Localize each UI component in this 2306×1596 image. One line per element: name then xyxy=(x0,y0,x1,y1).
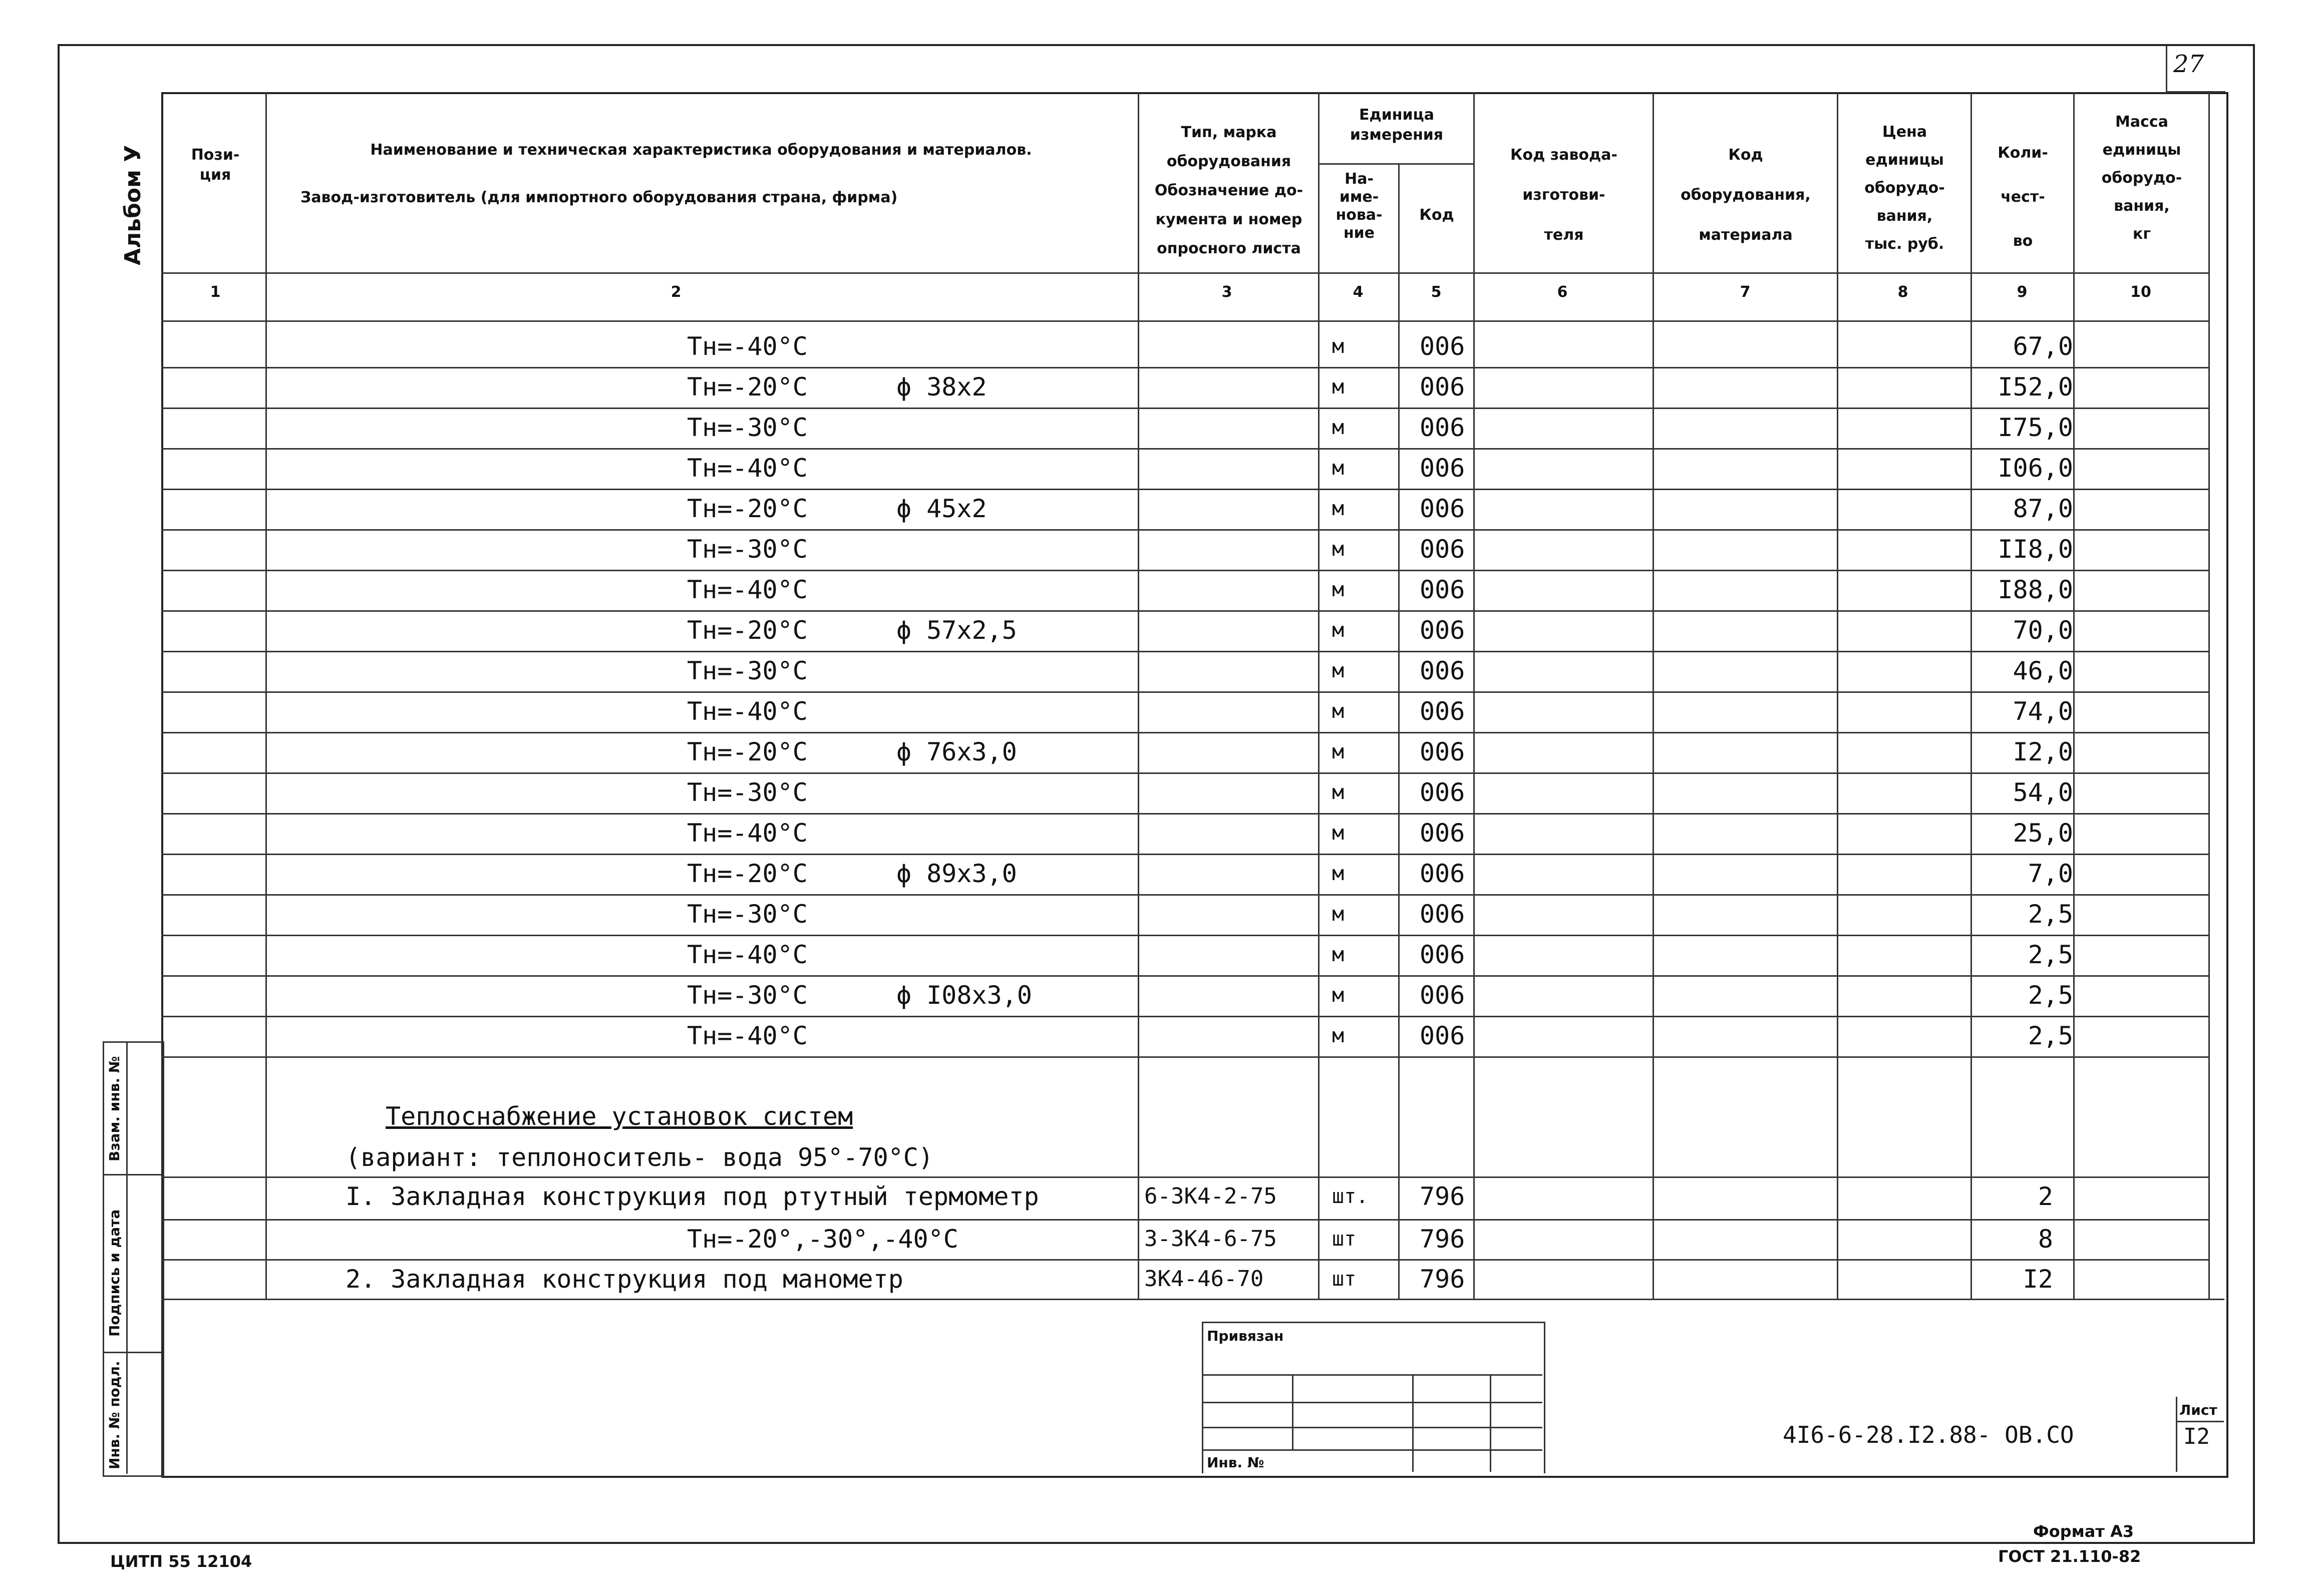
colnum-2: 2 xyxy=(671,283,682,301)
row-divider xyxy=(161,651,2209,652)
stamp-line-1 xyxy=(1202,1374,1542,1376)
row-unit: м xyxy=(1332,984,1345,1007)
row-qty: 2,5 xyxy=(2028,940,2073,969)
row-name: Тн=-30°С xyxy=(687,778,808,807)
row-code: 006 xyxy=(1420,900,1465,929)
colnum-5: 5 xyxy=(1431,283,1442,301)
row-size: ϕ 45х2 xyxy=(896,494,987,523)
row-code: 006 xyxy=(1420,454,1465,483)
footer-format: Формат А3 xyxy=(2033,1522,2134,1541)
row-name: Тн=-30°С xyxy=(687,981,808,1010)
header-col10: Масса единицы оборудо- вания, кг xyxy=(2101,113,2182,243)
row-code: 006 xyxy=(1420,981,1465,1010)
header-col2-line2: Завод-изготовитель (для импортного оборудования страна, фирма) xyxy=(300,189,898,206)
item-unit: шт xyxy=(1332,1228,1357,1251)
sheet-number: I2 xyxy=(2183,1424,2210,1449)
footer-gost: ГОСТ 21.110-82 xyxy=(1998,1547,2141,1566)
row-unit: м xyxy=(1332,862,1345,885)
row-code: 006 xyxy=(1420,535,1465,564)
row-size: ϕ 38х2 xyxy=(896,372,987,402)
row-qty: 2,5 xyxy=(2028,900,2073,929)
header-col9: Коли- чест- во xyxy=(1998,144,2048,250)
header-unit-group: Единица измерения xyxy=(1350,106,1444,144)
colnum-3: 3 xyxy=(1221,283,1232,301)
row-qty: II8,0 xyxy=(1998,535,2073,564)
col-line-10 xyxy=(2208,92,2210,1299)
row-size: ϕ I08х3,0 xyxy=(896,981,1032,1010)
row-name: Тн=-40°С xyxy=(687,575,808,604)
colnum-6: 6 xyxy=(1557,283,1568,301)
header-col4: На- име- нова- ние xyxy=(1336,170,1383,242)
row-divider xyxy=(161,935,2209,936)
row-unit: м xyxy=(1332,659,1345,682)
row-qty: 2,5 xyxy=(2028,1021,2073,1050)
row-divider xyxy=(161,772,2209,774)
unit-group-line xyxy=(1318,163,1473,165)
row-name: Тн=-30°С xyxy=(687,656,808,685)
row-code: 006 xyxy=(1420,1021,1465,1050)
row-unit: м xyxy=(1332,903,1345,926)
item-doc: 6-ЗК4-2-75 xyxy=(1144,1183,1277,1209)
row-qty: 67,0 xyxy=(2013,332,2073,361)
footer-left: ЦИТП 55 12104 xyxy=(110,1552,252,1571)
row-qty: 2,5 xyxy=(2028,981,2073,1010)
item-qty: 8 xyxy=(2038,1225,2053,1254)
side-stamp-vzam: Взам. инв. № xyxy=(106,1056,123,1161)
section-title: Теплоснабжение установок систем xyxy=(386,1102,853,1131)
row-code: 006 xyxy=(1420,819,1465,848)
row-qty: 7,0 xyxy=(2028,859,2073,888)
side-stamp-podpis: Подпись и дата xyxy=(106,1209,123,1337)
document-code: 4I6-6-28.I2.88- ОВ.СО xyxy=(1783,1421,2074,1448)
row-unit: м xyxy=(1332,822,1345,845)
row-code: 006 xyxy=(1420,940,1465,969)
row-name: Тн=-40°С xyxy=(687,1021,808,1050)
item-qty: 2 xyxy=(2038,1182,2053,1211)
col-line-7 xyxy=(1837,92,1838,1299)
row-qty: I06,0 xyxy=(1998,454,2073,483)
item-qty: I2 xyxy=(2023,1265,2053,1294)
row-name: Тн=-20°С xyxy=(687,494,808,523)
row-code: 006 xyxy=(1420,737,1465,766)
row-unit: м xyxy=(1332,943,1345,966)
stamp-vline-2 xyxy=(1412,1374,1414,1472)
row-divider xyxy=(161,691,2209,693)
item-name: 2. Закладная конструкция под манометр xyxy=(346,1265,903,1294)
side-stamp-inv-podl: Инв. № подл. xyxy=(106,1361,123,1469)
header-col8: Цена единицы оборудо- вания, тыс. руб. xyxy=(1864,123,1945,253)
row-name: Тн=-40°С xyxy=(687,697,808,726)
colnum-8: 8 xyxy=(1897,283,1908,301)
row-name: Тн=-40°С xyxy=(687,940,808,969)
header-col2-line1: Наименование и техническая характеристика оборудования и материалов. xyxy=(370,141,1032,159)
row-code: 006 xyxy=(1420,413,1465,442)
header-col3: Тип, марка оборудования Обозначение до- кумента и номер опросного листа xyxy=(1154,124,1303,257)
col-line-9 xyxy=(2073,92,2075,1299)
col-line-1 xyxy=(265,92,267,1299)
row-divider xyxy=(161,570,2209,571)
item-doc: 3-ЗК4-6-75 xyxy=(1144,1226,1277,1252)
row-divider xyxy=(161,448,2209,450)
section-subtitle: (вариант: теплоноситель- вода 95°-70°С) xyxy=(346,1143,933,1172)
side-stamp-vline xyxy=(126,1041,128,1474)
stamp-vline-1 xyxy=(1292,1374,1293,1449)
row-unit: м xyxy=(1332,375,1345,398)
stamp-vline-3 xyxy=(1490,1374,1491,1472)
colnum-4: 4 xyxy=(1353,283,1364,301)
row-code: 006 xyxy=(1420,697,1465,726)
header-col5: Код xyxy=(1419,206,1454,224)
table-bottom-line xyxy=(161,1299,2224,1300)
stamp-line-4 xyxy=(1202,1449,1542,1451)
row-divider xyxy=(161,1016,2209,1017)
row-size: ϕ 76х3,0 xyxy=(896,737,1017,766)
row-name: Тн=-30°С xyxy=(687,413,808,442)
col-line-2 xyxy=(1138,92,1139,1299)
row-divider xyxy=(161,854,2209,855)
item-divider xyxy=(161,1176,2209,1178)
row-qty: I52,0 xyxy=(1998,372,2073,402)
row-name: Тн=-40°С xyxy=(687,819,808,848)
item-code: 796 xyxy=(1420,1265,1465,1294)
row-size: ϕ 57х2,5 xyxy=(896,616,1017,645)
row-qty: 54,0 xyxy=(2013,778,2073,807)
row-name: Тн=-30°С xyxy=(687,535,808,564)
row-divider xyxy=(161,813,2209,815)
row-qty: 25,0 xyxy=(2013,819,2073,848)
row-name: Тн=-30°С xyxy=(687,900,808,929)
row-size: ϕ 89х3,0 xyxy=(896,859,1017,888)
row-unit: м xyxy=(1332,497,1345,520)
row-name: Тн=-40°С xyxy=(687,454,808,483)
row-code: 006 xyxy=(1420,616,1465,645)
header-col7: Код оборудования, материала xyxy=(1681,146,1811,244)
row-name: Тн=-20°С xyxy=(687,372,808,402)
sheet-label: Лист xyxy=(2179,1402,2217,1418)
item-divider xyxy=(161,1219,2209,1221)
col-line-4 xyxy=(1398,163,1400,1299)
page-number: 27 xyxy=(2173,50,2204,78)
row-divider xyxy=(161,529,2209,531)
row-name: Тн=-40°С xyxy=(687,332,808,361)
row-unit: м xyxy=(1332,416,1345,439)
col-line-6 xyxy=(1653,92,1654,1299)
row-unit: м xyxy=(1332,1024,1345,1047)
row-unit: м xyxy=(1332,700,1345,723)
row-divider xyxy=(161,610,2209,612)
col-line-8 xyxy=(1970,92,1972,1299)
item-unit: шт. xyxy=(1332,1185,1369,1208)
colnum-bottom-line xyxy=(161,320,2209,322)
row-code: 006 xyxy=(1420,575,1465,604)
colnum-10: 10 xyxy=(2130,283,2151,301)
colnum-7: 7 xyxy=(1740,283,1751,301)
row-code: 006 xyxy=(1420,656,1465,685)
row-code: 006 xyxy=(1420,859,1465,888)
col-line-5 xyxy=(1473,92,1475,1299)
row-code: 006 xyxy=(1420,372,1465,402)
row-qty: I2,0 xyxy=(2013,737,2073,766)
col-line-3 xyxy=(1318,92,1320,1299)
row-divider xyxy=(161,367,2209,368)
album-label: Альбом У xyxy=(120,145,146,265)
row-unit: м xyxy=(1332,457,1345,480)
row-unit: м xyxy=(1332,781,1345,804)
item-name: Тн=-20°,-30°,-40°С xyxy=(687,1225,958,1254)
header-col6: Код завода- изготови- теля xyxy=(1510,146,1617,244)
row-qty: 46,0 xyxy=(2013,656,2073,685)
row-unit: м xyxy=(1332,335,1345,358)
row-unit: м xyxy=(1332,740,1345,763)
item-doc: ЗК4-46-70 xyxy=(1144,1266,1264,1292)
row-qty: I88,0 xyxy=(1998,575,2073,604)
item-code: 796 xyxy=(1420,1225,1465,1254)
row-divider xyxy=(161,489,2209,490)
item-code: 796 xyxy=(1420,1182,1465,1211)
row-unit: м xyxy=(1332,578,1345,601)
row-divider xyxy=(161,1056,2209,1058)
row-divider xyxy=(161,975,2209,977)
row-qty: 74,0 xyxy=(2013,697,2073,726)
row-qty: 70,0 xyxy=(2013,616,2073,645)
stamp-inv-no: Инв. № xyxy=(1207,1454,1264,1471)
row-name: Тн=-20°С xyxy=(687,616,808,645)
row-divider xyxy=(161,732,2209,733)
header-col1: Пози- ция xyxy=(191,146,240,184)
row-name: Тн=-20°С xyxy=(687,737,808,766)
item-name: I. Закладная конструкция под ртутный термометр xyxy=(346,1182,1039,1211)
item-unit: шт xyxy=(1332,1268,1357,1291)
row-divider xyxy=(161,894,2209,896)
side-stamp-line-1 xyxy=(103,1174,161,1175)
stamp-privyazan: Привязан xyxy=(1207,1328,1284,1344)
row-unit: м xyxy=(1332,619,1345,642)
row-qty: 87,0 xyxy=(2013,494,2073,523)
row-code: 006 xyxy=(1420,778,1465,807)
row-name: Тн=-20°С xyxy=(687,859,808,888)
colnum-1: 1 xyxy=(210,283,221,301)
row-code: 006 xyxy=(1420,332,1465,361)
row-divider xyxy=(161,408,2209,409)
stamp-line-2 xyxy=(1202,1402,1542,1403)
row-unit: м xyxy=(1332,538,1345,561)
stamp-line-3 xyxy=(1202,1427,1542,1428)
header-bottom-line xyxy=(161,272,2209,274)
colnum-9: 9 xyxy=(2017,283,2028,301)
item-divider xyxy=(161,1259,2209,1261)
row-code: 006 xyxy=(1420,494,1465,523)
side-stamp-line-2 xyxy=(103,1352,161,1353)
row-qty: I75,0 xyxy=(1998,413,2073,442)
